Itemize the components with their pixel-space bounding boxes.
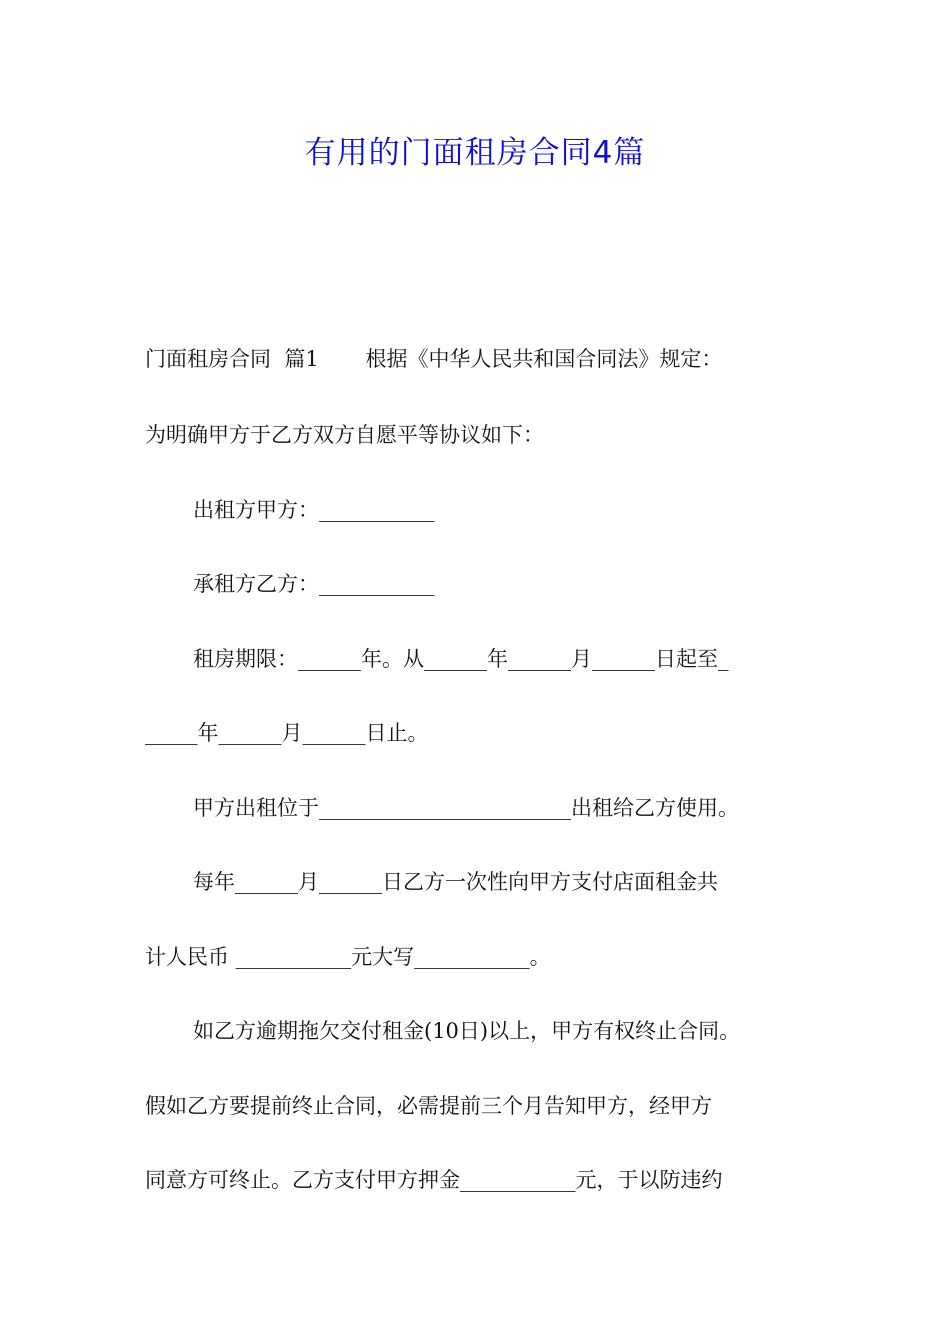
paragraph-line: 每年______月______日乙方一次性向甲方支付店面租金共	[193, 870, 718, 894]
paragraph-line: 租房期限：______年。从______年______月______日起至_	[193, 647, 729, 671]
paragraph-line: 假如乙方要提前终止合同，必需提前三个月告知甲方，经甲方	[145, 1094, 712, 1118]
paragraph-line: 门面租房合同 篇1 根据《中华人民共和国合同法》规定：	[145, 347, 723, 371]
paragraph-line: 如乙方逾期拖欠交付租金(10日)以上，甲方有权终止合同。	[193, 1019, 741, 1043]
paragraph-line: 同意方可终止。乙方支付甲方押金___________元，于以防违约	[145, 1168, 723, 1192]
paragraph-line: 甲方出租位于________________________出租给乙方使用。	[193, 796, 739, 820]
paragraph-line: 计人民币 ___________元大写___________。	[145, 945, 551, 969]
document-title: 有用的门面租房合同4篇	[304, 135, 646, 171]
paragraph-line: _____年______月______日止。	[145, 721, 429, 745]
paragraph-line: 出租方甲方：___________	[193, 498, 435, 522]
paragraph-line: 承租方乙方：___________	[193, 572, 435, 596]
paragraph-line: 为明确甲方于乙方双方自愿平等协议如下：	[145, 423, 544, 447]
